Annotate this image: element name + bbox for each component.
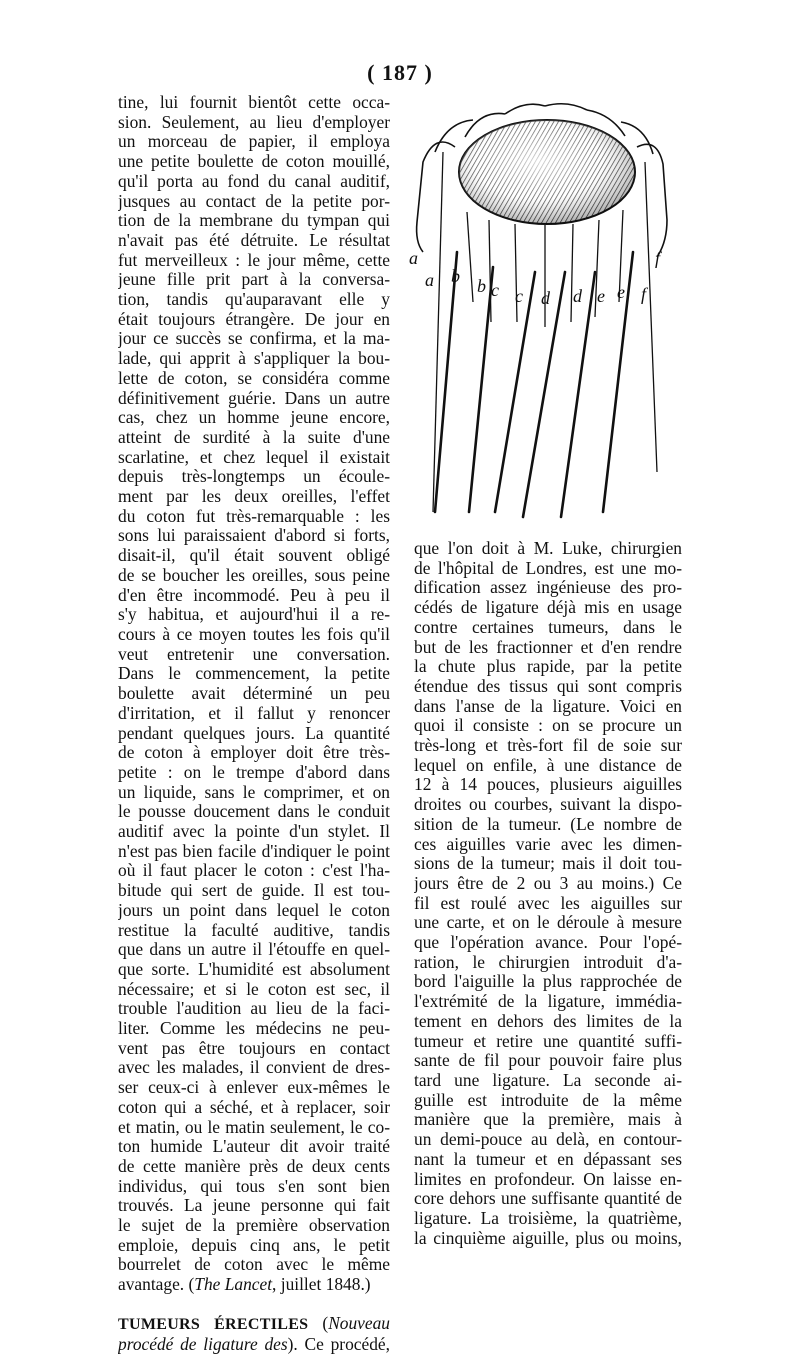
right-column-line: dification assez ingénieuse des pro- [414, 578, 682, 598]
right-column-line: la cinquième aiguille, plus ou moins, [414, 1228, 682, 1248]
left-column-line: et matin, ou le matin seulement, le co- [118, 1117, 390, 1137]
label-b-outer: b [451, 266, 460, 286]
right-column-line: ligature. La troisième, la quatrième, [414, 1208, 682, 1228]
left-column-line: avec les malades, il convient de dres- [118, 1058, 390, 1078]
right-column-line: cédés de ligature déjà mis en usage [414, 598, 682, 618]
left-column-line: boulette avait déterminé un peu [118, 684, 390, 704]
right-column-line: sante de fil pour pouvoir faire plus [414, 1051, 682, 1071]
left-column-line: scarlatine, et chez lequel il existait [118, 447, 390, 467]
left-column [118, 93, 390, 1354]
right-column-line: manière que la première, mais à [414, 1110, 682, 1130]
right-column [414, 539, 682, 1248]
heading-close: ). Ce procédé, [287, 1334, 390, 1354]
left-column-line: sion. Seulement, au lieu d'employer [118, 112, 390, 132]
left-column-line: bitude qui sert de guide. Il est tou- [118, 881, 390, 901]
left-column-line: jours un point dans lequel le coton [118, 900, 390, 920]
left-column-line: bourrelet de coton avec le même [118, 1255, 390, 1275]
left-column-line: cours à ce moyen toutes les fois qu'il [118, 624, 390, 644]
right-column-line: l'extrémité de la ligature, immédia- [414, 992, 682, 1012]
left-column-line: vent pas être toujours en contact [118, 1038, 390, 1058]
heading-italic-2: procédé de ligature des [118, 1334, 288, 1354]
left-column-line: nécessaire; et si le coton est sec, il [118, 979, 390, 999]
label-e-inner: e [617, 282, 625, 302]
right-column-line: de l'hôpital de Londres, est une mo- [414, 558, 682, 578]
right-column-line: core dehors une suffisante quantité de [414, 1189, 682, 1209]
right-column-line: bord l'aiguille la plus rapprochée de [414, 972, 682, 992]
left-column-line: disait-il, qu'il était souvent obligé [118, 546, 390, 566]
left-column-line: définitivement guérie. Dans un autre [118, 388, 390, 408]
left-column-line: atteint de surdité à la suite d'une [118, 427, 390, 447]
right-column-line: sition de la tumeur. (Le nombre de [414, 814, 682, 834]
left-column-line: sons lui paraissaient d'abord si forts, [118, 526, 390, 546]
heading-open-paren: ( [308, 1313, 329, 1333]
page-number: ( 187 ) [367, 60, 433, 85]
left-column-line: lette de coton, se considéra comme [118, 368, 390, 388]
left-column-line: fut merveilleux : le jour même, cette [118, 250, 390, 270]
label-c-outer: c [491, 280, 499, 300]
left-column-line: une petite boulette de coton mouillé, [118, 152, 390, 172]
left-column-line: le pousse doucement dans le conduit [118, 802, 390, 822]
left-column-line: d'en être incommodé. Peu à peu il [118, 585, 390, 605]
right-column-line: étendue des tissus qui sont compris [414, 676, 682, 696]
right-column-line: jours être de 2 ou 3 au moins.) Ce [414, 873, 682, 893]
left-column-line: où il faut placer le coton : c'est l'ha- [118, 861, 390, 881]
left-column-line: petite : on le trempe d'abord dans [118, 762, 390, 782]
right-column-line: que l'opération avance. Pour l'opé- [414, 933, 682, 953]
heading-italic-1: Nouveau [328, 1313, 390, 1333]
left-column-line: d'irritation, et il fallut y renoncer [118, 703, 390, 723]
left-column-line: un morceau de papier, il employa [118, 132, 390, 152]
left-column-line: auditif avec la pointe d'un stylet. Il [118, 822, 390, 842]
left-column-line: tion de la membrane du tympan qui [118, 211, 390, 231]
right-column-line: tard une ligature. La seconde ai- [414, 1070, 682, 1090]
label-f-outer: f [655, 248, 661, 268]
ligature-needles-figure [395, 92, 695, 532]
label-a-outer: a [409, 248, 418, 268]
left-column-line: emploie, depuis cinq ans, le petit [118, 1235, 390, 1255]
left-column-line: tine, lui fournit bientôt cette occa- [118, 93, 390, 112]
right-column-line: tumeur et retire une quantité suffi- [414, 1031, 682, 1051]
label-c-inner: c [515, 286, 523, 306]
left-column-line: que sorte. L'humidité est absolument [118, 959, 390, 979]
left-column-line: qu'il porta au fond du canal auditif, [118, 171, 390, 191]
left-column-line: individus, qui tous s'en sont bien [118, 1176, 390, 1196]
right-column-line: tement en dehors des limites de la [414, 1011, 682, 1031]
right-column-line: la chute plus rapide, par la petite [414, 657, 682, 677]
right-column-line: contre certaines tumeurs, dans le [414, 617, 682, 637]
right-column-line: nant la tumeur et en dépassant ses [414, 1149, 682, 1169]
left-column-line: cas, chez un homme jeune encore, [118, 408, 390, 428]
right-column-line: un demi-pouce au delà, en contour- [414, 1130, 682, 1150]
left-column-line: Dans le commencement, la petite [118, 664, 390, 684]
left-column-line: le sujet de la première observation [118, 1216, 390, 1236]
left-column-line: que dans un autre il l'étouffe en quel- [118, 940, 390, 960]
right-column-line: droites ou courbes, suivant la dispo- [414, 795, 682, 815]
label-d-inner: d [573, 286, 582, 306]
right-column-line: très-long et très-fort fil de soie sur [414, 736, 682, 756]
left-column-line: trouble l'audition au lieu de la faci- [118, 999, 390, 1019]
right-column-line: ces aiguilles varie avec les dimen- [414, 834, 682, 854]
left-column-line: un liquide, sans le comprimer, et on [118, 782, 390, 802]
left-column-line: s'y habitua, et aujourd'hui il a re- [118, 605, 390, 625]
right-column-line: but de les fractionner et d'en rendre [414, 637, 682, 657]
label-e-outer: e [597, 286, 605, 306]
journal-title: The Lancet [194, 1275, 273, 1295]
left-column-line: de coton à employer doit être très- [118, 743, 390, 763]
right-column-line: que l'on doit à M. Luke, chirurgien [414, 539, 682, 558]
left-last-line-suffix: , juillet 1848.) [272, 1275, 371, 1295]
left-column-line: tion, tandis qu'auparavant elle y [118, 290, 390, 310]
left-column-line: depuis très-longtemps un écoule- [118, 467, 390, 487]
left-column-line: ment par les deux oreilles, l'effet [118, 487, 390, 507]
label-f-inner: f [641, 284, 647, 304]
left-column-line: restitue la faculté auditive, tandis [118, 920, 390, 940]
right-column-line: lequel on enfile, à une distance de [414, 755, 682, 775]
left-column-line: jusques au contact de la petite por- [118, 191, 390, 211]
label-d-outer: d [541, 288, 550, 308]
left-column-line: n'est pas bien facile d'indiquer le point [118, 841, 390, 861]
section-heading-line-1 [118, 1314, 390, 1335]
left-column-line: lade, qui apprit à s'appliquer la bou- [118, 349, 390, 369]
left-column-line: jour ce succès se confirma, et la ma- [118, 329, 390, 349]
left-column-line: de se boucher les oreilles, sous peine [118, 565, 390, 585]
left-last-line [118, 1275, 390, 1295]
left-column-line: était toujours étrangère. De jour en [118, 309, 390, 329]
right-column-line: dans l'anse de la ligature. Voici en [414, 696, 682, 716]
label-a-inner: a [425, 270, 434, 290]
left-column-line: ton humide L'auteur dit avoir traité [118, 1137, 390, 1157]
left-column-line: du coton fut très-remarquable : les [118, 506, 390, 526]
label-b-inner: b [477, 276, 486, 296]
right-column-line: guille est introduite de la même [414, 1090, 682, 1110]
right-column-line: fil est roulé avec les aiguilles sur [414, 893, 682, 913]
right-column-line: limites en profondeur. On laisse en- [414, 1169, 682, 1189]
right-column-line: quoi il consiste : on se procure un [414, 716, 682, 736]
left-column-line: n'avait pas été détruite. Le résultat [118, 230, 390, 250]
left-column-line: liter. Comme les médecins ne peu- [118, 1019, 390, 1039]
left-column-line: ser ceux-ci à enlever eux-mêmes le [118, 1078, 390, 1098]
right-column-line: sions de la tumeur; mais il doit tou- [414, 854, 682, 874]
left-last-line-prefix: avantage. ( [118, 1275, 195, 1295]
left-column-line: pendant quelques jours. La quantité [118, 723, 390, 743]
left-column-line: coton qui a séché, et à replacer, soir [118, 1097, 390, 1117]
left-column-line: veut entretenir une conversation. [118, 644, 390, 664]
left-column-line: de cette manière près de deux cents [118, 1156, 390, 1176]
section-heading-title: TUMEURS ÉRECTILES [118, 1315, 309, 1333]
right-column-line: ration, le chirurgien introduit d'a- [414, 952, 682, 972]
left-column-line: jeune fille prit part à la conversa- [118, 270, 390, 290]
left-column-line: trouvés. La jeune personne qui fait [118, 1196, 390, 1216]
right-column-line: 12 à 14 pouces, plusieurs aiguilles [414, 775, 682, 795]
right-column-line: une carte, et on le déroule à mesure [414, 913, 682, 933]
tumor-shape [459, 120, 635, 224]
section-heading-line-2 [118, 1335, 390, 1354]
